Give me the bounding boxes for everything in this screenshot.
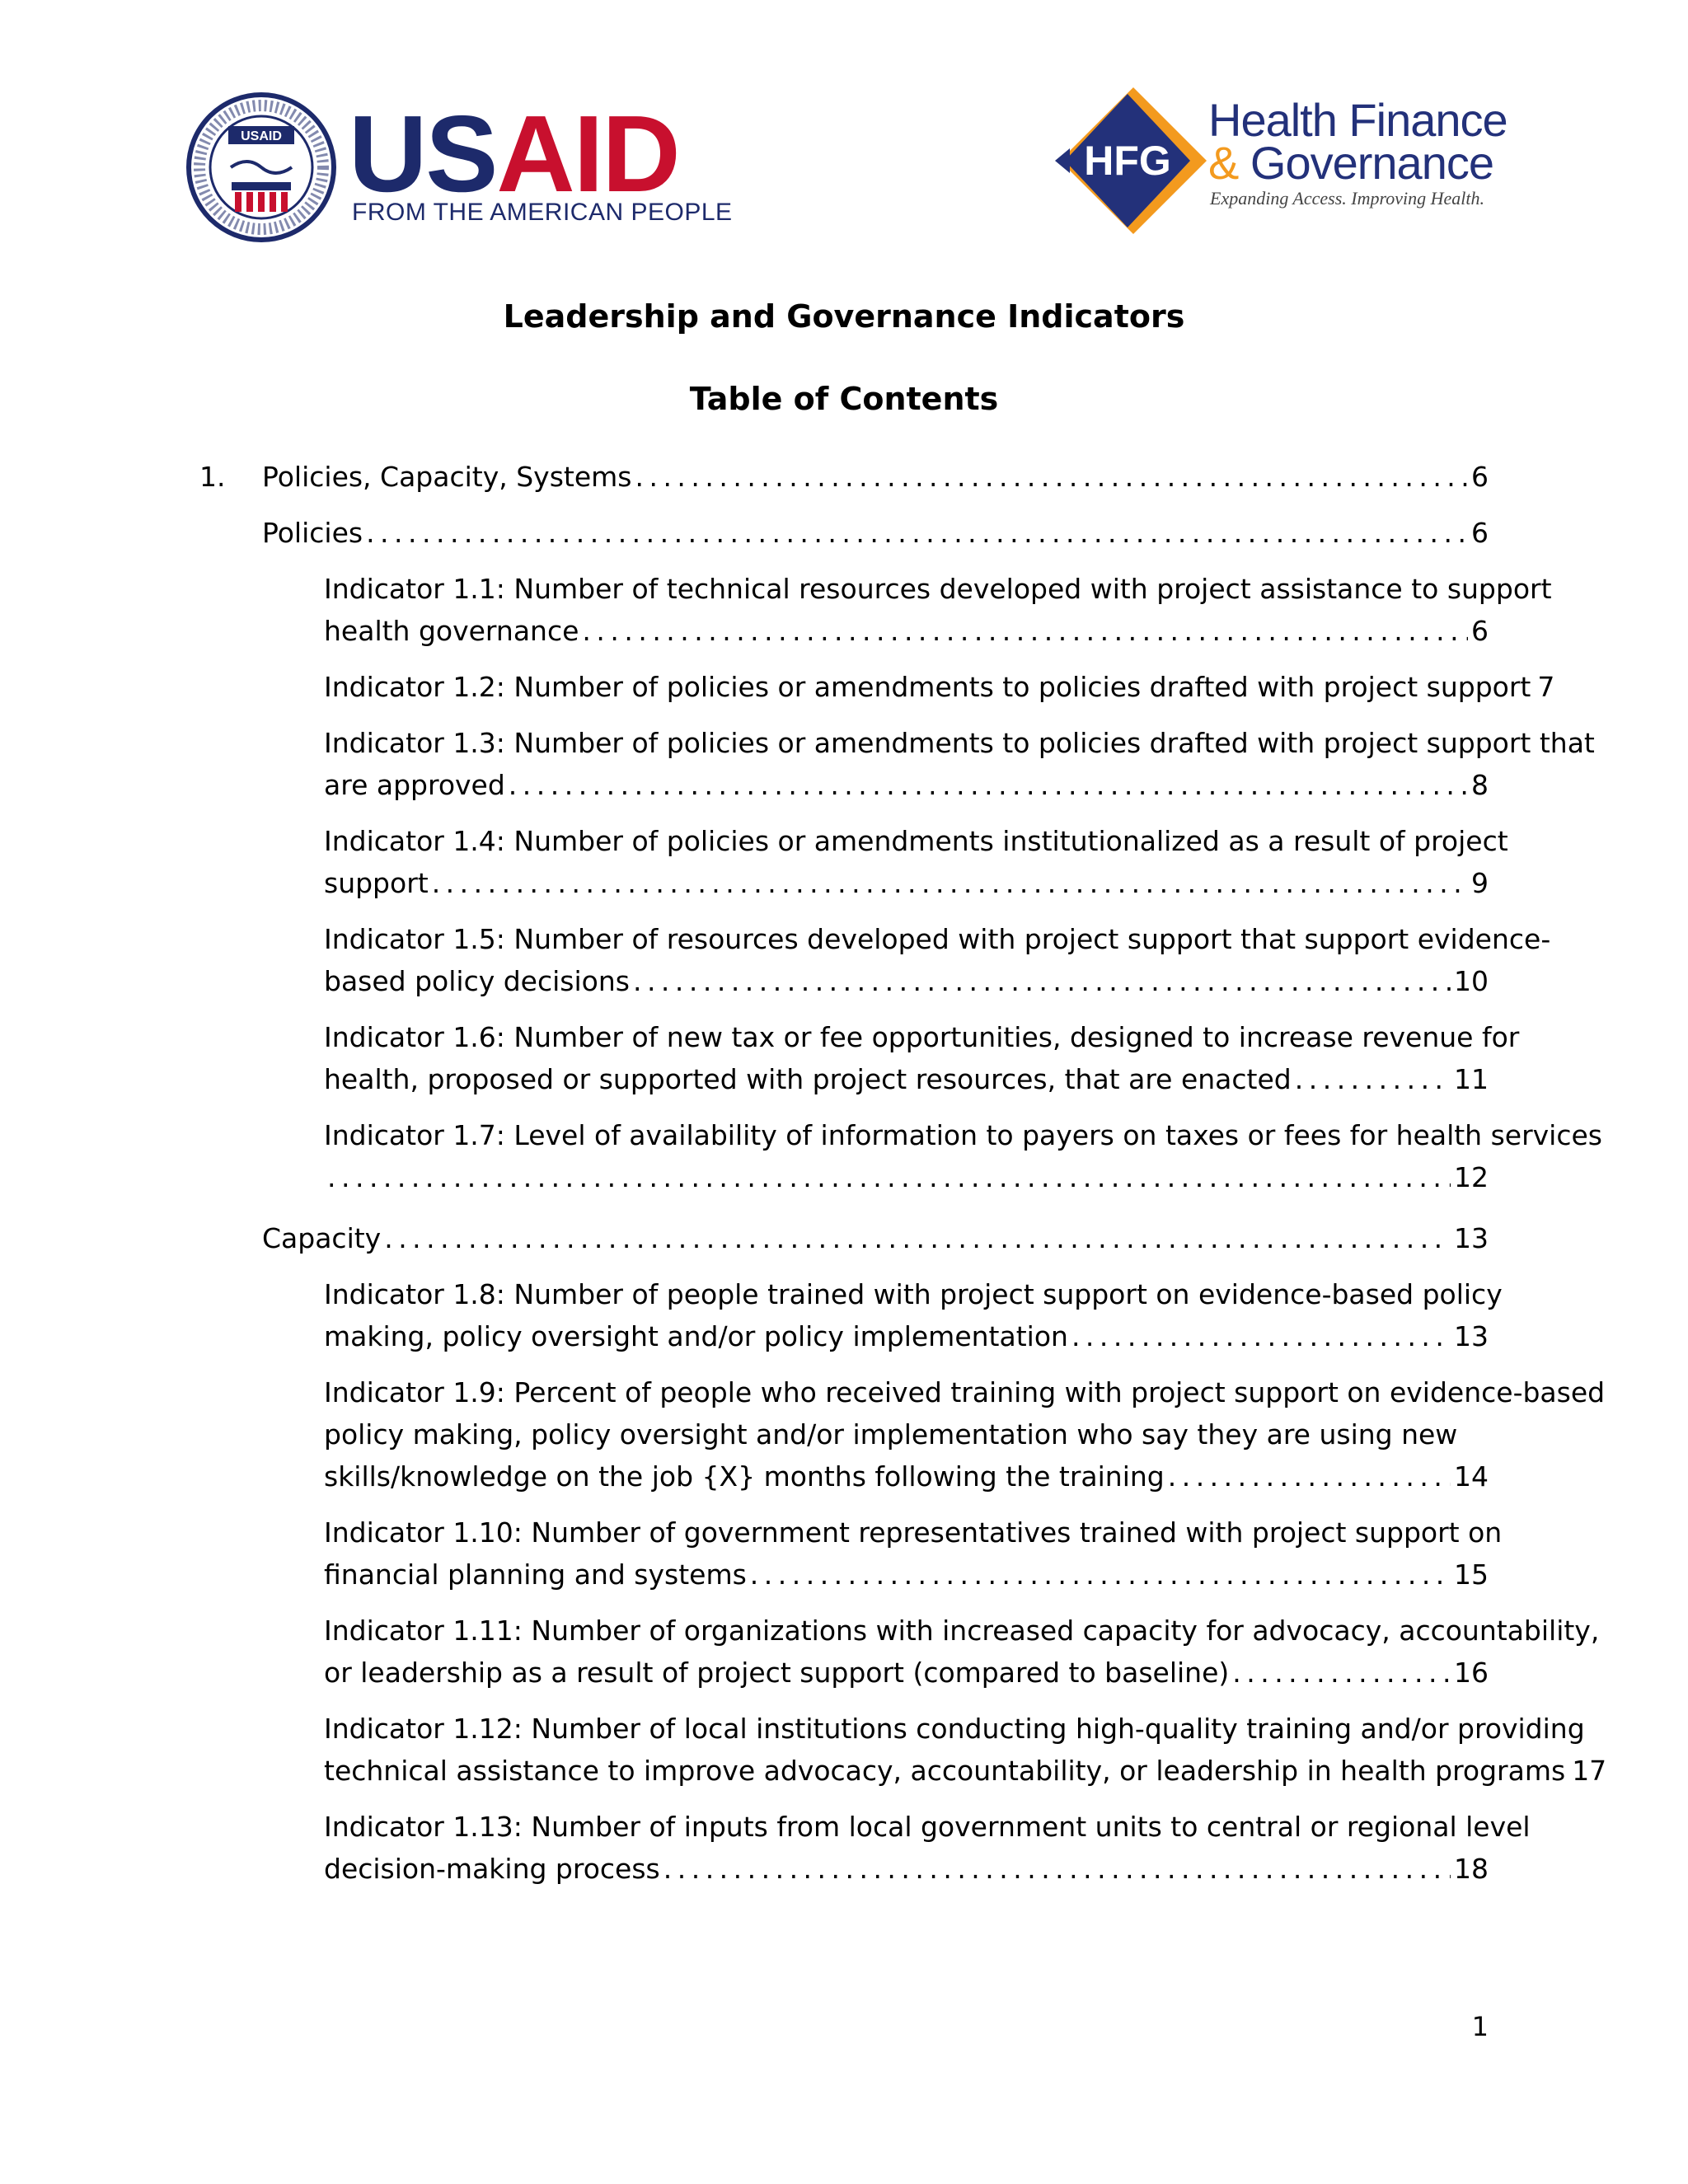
toc-entry-label: based policy decisions [324,965,630,997]
hfg-diamond-icon [1055,82,1212,239]
toc-page-number: 6 [1471,461,1489,493]
toc-entry-policies[interactable] [262,512,1489,554]
toc-entry-indicator-1-11[interactable] [324,1610,1600,1694]
toc-entry-label: technical assistance to improve advocacy, accountability, or leadership in health programs [324,1755,1566,1787]
toc-heading: Table of Contents [689,381,999,417]
toc-entry-line: Indicator 1.8: Number of people trained with project support on evidence-based policy [324,1278,1503,1310]
hfg-logo [1055,82,1507,247]
toc-page-number: 16 [1454,1657,1489,1689]
dot-leader [366,512,1468,554]
toc-page-number: 15 [1454,1558,1489,1591]
toc-page-number: 9 [1471,867,1489,899]
hfg-mark: HFG [1084,138,1171,184]
toc-entry-line: Indicator 1.1: Number of technical resources developed with project assistance to support [324,573,1552,605]
toc-entry-line: Indicator 1.4: Number of policies or amendments institutionalized as a result of project [324,825,1508,857]
toc-page-number: 13 [1454,1222,1489,1254]
dot-leader [432,862,1468,904]
seal-text: USAID [241,129,282,143]
toc-entry-line: Indicator 1.6: Number of new tax or fee opportunities, designed to increase revenue for [324,1021,1520,1053]
dot-leader [750,1554,1451,1596]
toc-entry-label: financial planning and systems [324,1558,747,1591]
usaid-seal-icon [185,91,337,243]
toc-page-number: 14 [1454,1460,1489,1493]
toc-page-number: 6 [1471,517,1489,549]
usaid-wordmark [349,93,679,214]
toc-entry-label: Capacity [262,1222,382,1254]
dot-leader [1295,1058,1451,1100]
usaid-word-aid: AID [496,93,679,214]
document-title: Leadership and Governance Indicators [503,298,1185,335]
dot-leader [384,1217,1451,1259]
toc-entry-label: Policies [262,517,363,549]
toc-page-number: 7 [1537,671,1555,703]
toc-entry-label: are approved [324,769,505,801]
toc-entry-line: Indicator 1.13: Number of inputs from local government units to central or regional level [324,1811,1531,1843]
toc-entry-label: health governance [324,615,579,647]
toc-entry-indicator-1-1[interactable] [324,568,1552,652]
toc-page-number: 12 [1454,1161,1489,1193]
toc-entry-label: decision-making process [324,1853,660,1885]
toc-page-number: 6 [1471,615,1489,647]
toc-entry-line: Indicator 1.3: Number of policies or amendments to policies drafted with project support that [324,727,1595,759]
hfg-name-line2 [1208,137,1493,189]
dot-leader [509,764,1468,806]
toc-page-number: 18 [1454,1853,1489,1885]
toc-entry-indicator-1-4[interactable] [324,820,1508,904]
dot-leader [635,456,1468,498]
dot-leader [582,610,1468,652]
toc-entry-indicator-1-8[interactable] [324,1273,1503,1357]
toc-page-number: 10 [1454,965,1489,997]
hfg-governance: Governance [1238,137,1493,189]
toc-entry-indicator-1-3[interactable] [324,722,1595,806]
toc-entry-line: Indicator 1.11: Number of organizations with increased capacity for advocacy, accountability, [324,1615,1600,1647]
page-number: 1 [1471,2011,1489,2042]
toc-section-number: 1. [199,461,226,493]
toc-entry-line: Indicator 1.10: Number of government representatives trained with project support on [324,1516,1503,1549]
toc-entry-label: Indicator 1.2: Number of policies or amendments to policies drafted with project support [324,671,1531,703]
toc-page-number: 13 [1454,1320,1489,1352]
toc-entry-label: support [324,867,429,899]
dot-leader [1168,1455,1451,1497]
usaid-logo [185,87,733,251]
dot-leader [327,1156,1451,1198]
toc-entry-line: policy making, policy oversight and/or implementation who say they are using new [324,1418,1458,1451]
usaid-word-us: US [349,93,497,214]
toc-entry-indicator-1-7[interactable] [324,1114,1602,1198]
usaid-tagline: FROM THE AMERICAN PEOPLE [352,199,733,226]
toc-entry-label: Policies, Capacity, Systems [262,461,632,493]
toc-entry-line: Indicator 1.5: Number of resources developed with project support that support evidence- [324,923,1551,955]
toc-entry-indicator-1-6[interactable] [324,1016,1520,1100]
hfg-ampersand: & [1208,137,1239,189]
toc-entry-label: skills/knowledge on the job {X} months following the training [324,1460,1165,1493]
toc-entry-line: Indicator 1.7: Level of availability of information to payers on taxes or fees for health services [324,1119,1602,1151]
toc-page-number: 8 [1471,769,1489,801]
toc-entry-label: or leadership as a result of project support (compared to baseline) [324,1657,1230,1689]
toc-entry-label: making, policy oversight and/or policy implementation [324,1320,1068,1352]
hfg-name-line1: Health Finance [1208,94,1507,146]
dot-leader [633,960,1451,1002]
toc-entry-indicator-1-13[interactable] [324,1806,1531,1890]
toc-page-number: 11 [1454,1063,1489,1095]
dot-leader [1071,1315,1451,1357]
toc-entry-indicator-1-10[interactable] [324,1511,1503,1596]
toc-entry-indicator-1-5[interactable] [324,918,1551,1002]
toc-entry-indicator-1-9[interactable] [324,1371,1606,1497]
toc-entry-indicator-1-2[interactable] [324,666,1555,708]
toc-entry-indicator-1-12[interactable] [324,1708,1607,1792]
toc-entry-capacity[interactable] [262,1217,1489,1259]
toc-entry-line: Indicator 1.9: Percent of people who received training with project support on evidence-based [324,1376,1606,1408]
dot-leader [663,1848,1451,1890]
toc-page-number: 17 [1572,1755,1607,1787]
toc-entry-section-1[interactable] [199,456,1489,498]
toc-entry-line: Indicator 1.12: Number of local institutions conducting high-quality training and/or providing [324,1713,1585,1745]
dot-leader [1232,1652,1451,1694]
toc-entry-label: health, proposed or supported with project resources, that are enacted [324,1063,1292,1095]
hfg-tagline: Expanding Access. Improving Health. [1210,188,1484,209]
